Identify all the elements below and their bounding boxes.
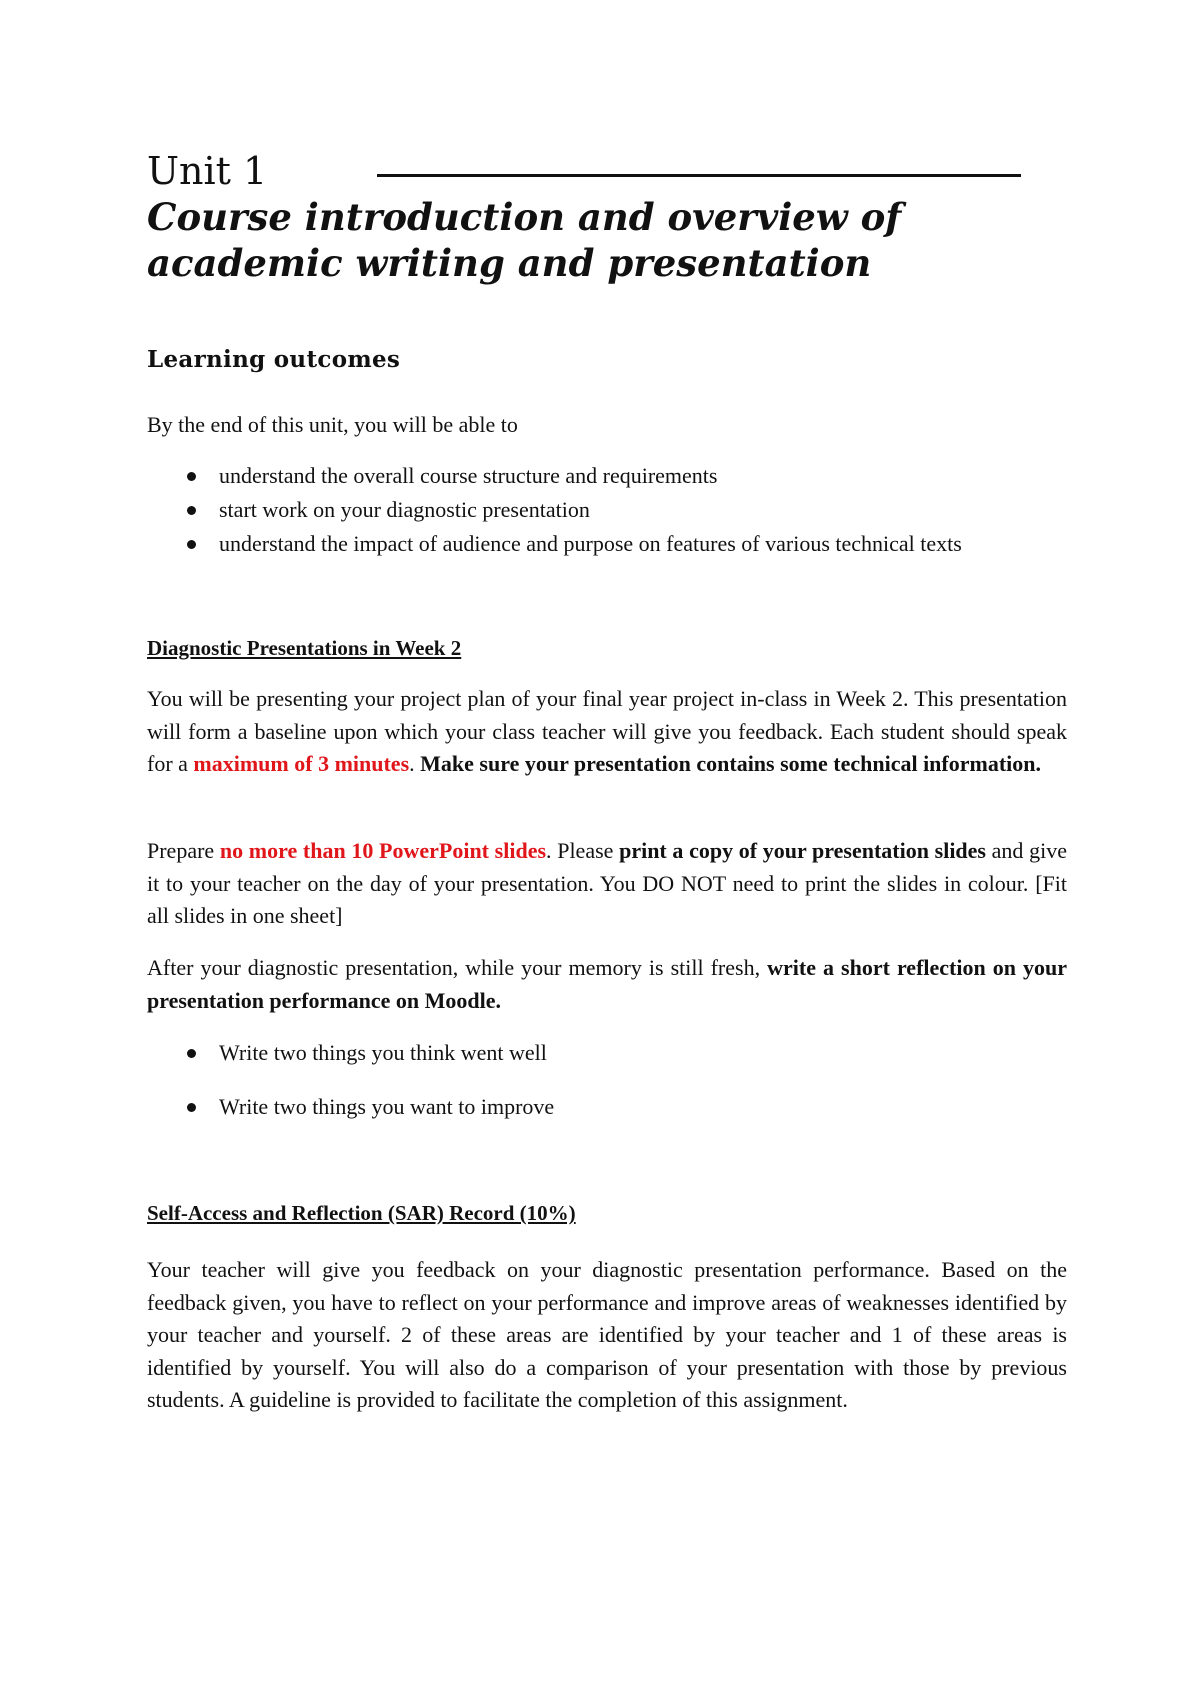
diagnostic-p2-text-a: Prepare <box>147 838 220 863</box>
list-item-text: understand the overall course structure and requirements <box>219 463 718 488</box>
bullet-icon <box>187 1103 196 1112</box>
diagnostic-p1-punct: . <box>409 751 421 776</box>
unit-label: Unit 1 <box>147 149 268 193</box>
sar-heading: Self-Access and Reflection (SAR) Record (10%) <box>147 1201 576 1225</box>
diagnostic-p2-text-c: and give it to your teacher on the day of your presentation. You DO NOT need to print the slides in colour. [Fit all slides in one sheet] <box>147 838 1067 928</box>
reflection-list <box>147 1036 1067 1124</box>
diagnostic-paragraph-1 <box>147 683 1067 781</box>
learning-outcomes-intro: By the end of this unit, you will be able to <box>147 412 518 437</box>
list-item <box>147 527 1067 561</box>
bullet-icon <box>187 506 196 515</box>
list-item-text: understand the impact of audience and purpose on features of various technical texts <box>219 531 962 556</box>
diagnostic-heading: Diagnostic Presentations in Week 2 <box>147 636 462 660</box>
bullet-icon <box>187 540 196 549</box>
diagnostic-p1-text: You will be presenting your project plan of your final year project in-class in Week 2. This presentation will form a baseline upon which your class teacher will give you feedback. Each student should speak for a <box>147 686 1067 776</box>
sar-paragraph: Your teacher will give you feedback on your diagnostic presentation performance. Based on the feedback given, you have to reflect on your performance and improve areas of weaknesses identified by your teacher and yourself. 2 of these areas are identified by your teacher and 1 of these areas is identified by yourself. You will also do a comparison of your presentation with those by previous students. A guideline is provided to facilitate the completion of this assignment. <box>147 1257 1067 1412</box>
diagnostic-paragraph-2 <box>147 835 1067 933</box>
bullet-icon <box>187 472 196 481</box>
diagnostic-p2-bold: print a copy of your presentation slides <box>619 838 986 863</box>
page-title: Course introduction and overview of academic writing and presentation <box>147 195 902 285</box>
unit-header <box>147 148 1027 198</box>
diagnostic-p1-highlight: maximum of 3 minutes <box>193 751 410 776</box>
title-rule <box>377 174 1021 177</box>
diagnostic-p1-bold: Make sure your presentation contains some technical information. <box>420 751 1042 776</box>
bullet-icon <box>187 1049 196 1058</box>
diagnostic-p2-highlight: no more than 10 PowerPoint slides <box>219 838 547 863</box>
diagnostic-paragraph-3 <box>147 952 1067 1017</box>
diagnostic-p3-text: After your diagnostic presentation, while your memory is still fresh, <box>147 955 768 980</box>
list-item-text: Write two things you think went well <box>219 1040 547 1065</box>
diagnostic-p2-text-b: . Please <box>546 838 620 863</box>
list-item-text: Write two things you want to improve <box>219 1094 555 1119</box>
list-item <box>147 459 1067 493</box>
diagnostic-p3-bold: write a short reflection on your presentation performance on Moodle. <box>147 955 1067 1013</box>
list-item <box>147 1036 1067 1070</box>
list-item <box>147 493 1067 527</box>
list-item <box>147 1090 1067 1124</box>
learning-outcomes-list <box>147 459 1067 561</box>
list-item-text: start work on your diagnostic presentation <box>219 497 590 522</box>
learning-outcomes-heading: Learning outcomes <box>147 346 401 373</box>
